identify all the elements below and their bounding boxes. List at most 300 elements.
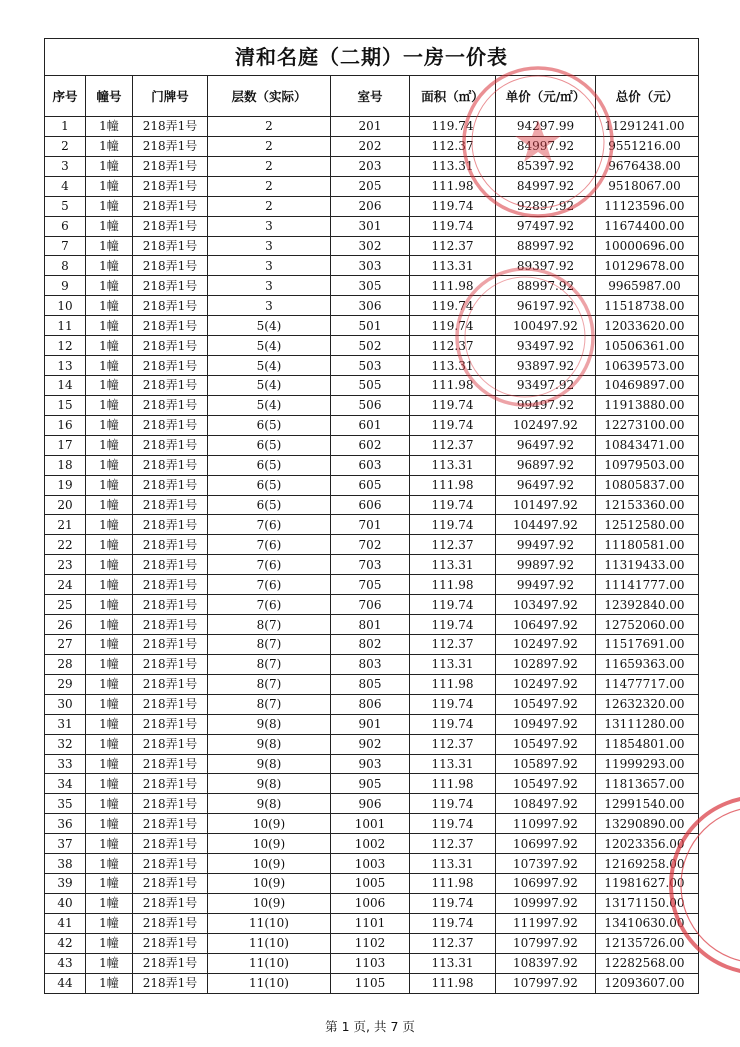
cell-unit-price: 105497.92: [496, 774, 596, 794]
cell-index: 17: [45, 435, 86, 455]
cell-area: 111.98: [410, 774, 496, 794]
cell-index: 43: [45, 953, 86, 973]
cell-area: 119.74: [410, 794, 496, 814]
cell-total-price: 10805837.00: [596, 475, 699, 495]
cell-room: 603: [331, 455, 410, 475]
cell-unit-price: 85397.92: [496, 156, 596, 176]
cell-room: 506: [331, 395, 410, 415]
cell-index: 3: [45, 156, 86, 176]
cell-total-price: 10000696.00: [596, 236, 699, 256]
cell-door-number: 218弄1号: [133, 575, 208, 595]
cell-room: 503: [331, 356, 410, 376]
cell-unit-price: 84997.92: [496, 176, 596, 196]
table-row: [45, 794, 699, 814]
cell-total-price: 11854801.00: [596, 734, 699, 754]
cell-door-number: 218弄1号: [133, 156, 208, 176]
cell-index: 18: [45, 455, 86, 475]
cell-room: 901: [331, 714, 410, 734]
cell-building: 1幢: [86, 276, 133, 296]
cell-door-number: 218弄1号: [133, 893, 208, 913]
cell-total-price: 12093607.00: [596, 973, 699, 993]
cell-index: 8: [45, 256, 86, 276]
cell-total-price: 9551216.00: [596, 136, 699, 156]
cell-area: 119.74: [410, 216, 496, 236]
cell-unit-price: 102497.92: [496, 674, 596, 694]
cell-unit-price: 84997.92: [496, 136, 596, 156]
cell-unit-price: 106997.92: [496, 834, 596, 854]
cell-total-price: 11674400.00: [596, 216, 699, 236]
cell-unit-price: 97497.92: [496, 216, 596, 236]
cell-building: 1幢: [86, 575, 133, 595]
cell-index: 13: [45, 356, 86, 376]
cell-building: 1幢: [86, 654, 133, 674]
table-row: [45, 694, 699, 714]
cell-unit-price: 102497.92: [496, 634, 596, 654]
cell-floor: 6(5): [208, 495, 331, 515]
table-row: [45, 575, 699, 595]
cell-building: 1幢: [86, 356, 133, 376]
cell-unit-price: 96497.92: [496, 435, 596, 455]
table-row: [45, 356, 699, 376]
table-row: [45, 854, 699, 874]
table-row: [45, 316, 699, 336]
col-header-door-number: 门牌号: [133, 76, 208, 117]
cell-area: 119.74: [410, 615, 496, 635]
cell-total-price: 11477717.00: [596, 674, 699, 694]
table-body: [45, 117, 699, 994]
table-row: [45, 256, 699, 276]
table-row: [45, 495, 699, 515]
cell-room: 1006: [331, 893, 410, 913]
cell-index: 25: [45, 595, 86, 615]
cell-room: 305: [331, 276, 410, 296]
table-row: [45, 834, 699, 854]
cell-door-number: 218弄1号: [133, 774, 208, 794]
cell-unit-price: 102497.92: [496, 415, 596, 435]
cell-floor: 7(6): [208, 555, 331, 575]
cell-index: 15: [45, 395, 86, 415]
cell-building: 1幢: [86, 814, 133, 834]
cell-room: 1001: [331, 814, 410, 834]
cell-building: 1幢: [86, 774, 133, 794]
cell-unit-price: 107997.92: [496, 933, 596, 953]
cell-unit-price: 109497.92: [496, 714, 596, 734]
cell-area: 112.37: [410, 136, 496, 156]
cell-area: 119.74: [410, 595, 496, 615]
table-row: [45, 117, 699, 137]
table-row: [45, 535, 699, 555]
cell-building: 1幢: [86, 117, 133, 137]
cell-building: 1幢: [86, 854, 133, 874]
cell-unit-price: 108497.92: [496, 794, 596, 814]
cell-floor: 2: [208, 176, 331, 196]
cell-room: 701: [331, 515, 410, 535]
cell-floor: 11(10): [208, 973, 331, 993]
cell-total-price: 11291241.00: [596, 117, 699, 137]
cell-total-price: 12023356.00: [596, 834, 699, 854]
cell-floor: 3: [208, 216, 331, 236]
cell-unit-price: 111997.92: [496, 913, 596, 933]
cell-unit-price: 101497.92: [496, 495, 596, 515]
cell-total-price: 11123596.00: [596, 196, 699, 216]
cell-building: 1幢: [86, 913, 133, 933]
cell-building: 1幢: [86, 794, 133, 814]
cell-index: 20: [45, 495, 86, 515]
cell-door-number: 218弄1号: [133, 455, 208, 475]
cell-door-number: 218弄1号: [133, 714, 208, 734]
cell-room: 805: [331, 674, 410, 694]
cell-floor: 10(9): [208, 854, 331, 874]
cell-building: 1幢: [86, 973, 133, 993]
cell-door-number: 218弄1号: [133, 356, 208, 376]
cell-floor: 8(7): [208, 634, 331, 654]
cell-total-price: 10129678.00: [596, 256, 699, 276]
cell-total-price: 11999293.00: [596, 754, 699, 774]
cell-total-price: 9965987.00: [596, 276, 699, 296]
table-row: [45, 475, 699, 495]
cell-door-number: 218弄1号: [133, 834, 208, 854]
cell-area: 111.98: [410, 973, 496, 993]
cell-area: 119.74: [410, 296, 496, 316]
cell-door-number: 218弄1号: [133, 435, 208, 455]
col-header-unit-price: 单价（元/㎡）: [496, 76, 596, 117]
cell-area: 112.37: [410, 535, 496, 555]
cell-door-number: 218弄1号: [133, 276, 208, 296]
cell-floor: 8(7): [208, 694, 331, 714]
table-row: [45, 176, 699, 196]
cell-index: 21: [45, 515, 86, 535]
cell-index: 9: [45, 276, 86, 296]
cell-unit-price: 94297.99: [496, 117, 596, 137]
cell-unit-price: 102897.92: [496, 654, 596, 674]
cell-index: 33: [45, 754, 86, 774]
cell-area: 119.74: [410, 316, 496, 336]
cell-area: 119.74: [410, 117, 496, 137]
table-row: [45, 196, 699, 216]
cell-unit-price: 105497.92: [496, 694, 596, 714]
table-row: [45, 236, 699, 256]
cell-index: 22: [45, 535, 86, 555]
cell-door-number: 218弄1号: [133, 196, 208, 216]
cell-area: 112.37: [410, 435, 496, 455]
cell-total-price: 12392840.00: [596, 595, 699, 615]
table-row: [45, 893, 699, 913]
cell-floor: 2: [208, 156, 331, 176]
table-row: [45, 654, 699, 674]
cell-area: 112.37: [410, 236, 496, 256]
cell-index: 42: [45, 933, 86, 953]
cell-total-price: 12153360.00: [596, 495, 699, 515]
cell-total-price: 9518067.00: [596, 176, 699, 196]
cell-index: 44: [45, 973, 86, 993]
cell-floor: 5(4): [208, 336, 331, 356]
cell-room: 702: [331, 535, 410, 555]
cell-room: 906: [331, 794, 410, 814]
cell-room: 201: [331, 117, 410, 137]
cell-total-price: 12752060.00: [596, 615, 699, 635]
cell-building: 1幢: [86, 475, 133, 495]
cell-building: 1幢: [86, 156, 133, 176]
cell-index: 16: [45, 415, 86, 435]
col-header-total-price: 总价（元）: [596, 76, 699, 117]
cell-door-number: 218弄1号: [133, 634, 208, 654]
cell-door-number: 218弄1号: [133, 814, 208, 834]
cell-building: 1幢: [86, 953, 133, 973]
cell-floor: 8(7): [208, 674, 331, 694]
cell-door-number: 218弄1号: [133, 256, 208, 276]
cell-floor: 9(8): [208, 794, 331, 814]
cell-area: 119.74: [410, 495, 496, 515]
table-row: [45, 156, 699, 176]
table-row: [45, 555, 699, 575]
cell-door-number: 218弄1号: [133, 674, 208, 694]
cell-floor: 3: [208, 236, 331, 256]
cell-index: 1: [45, 117, 86, 137]
cell-index: 5: [45, 196, 86, 216]
table-row: [45, 774, 699, 794]
cell-door-number: 218弄1号: [133, 216, 208, 236]
cell-unit-price: 105897.92: [496, 754, 596, 774]
cell-total-price: 11981627.00: [596, 874, 699, 894]
cell-area: 112.37: [410, 634, 496, 654]
cell-floor: 9(8): [208, 734, 331, 754]
cell-area: 119.74: [410, 913, 496, 933]
cell-unit-price: 108397.92: [496, 953, 596, 973]
table-row: [45, 674, 699, 694]
cell-index: 23: [45, 555, 86, 575]
table-row: [45, 336, 699, 356]
cell-building: 1幢: [86, 256, 133, 276]
cell-room: 505: [331, 375, 410, 395]
cell-floor: 2: [208, 136, 331, 156]
cell-door-number: 218弄1号: [133, 874, 208, 894]
cell-total-price: 12135726.00: [596, 933, 699, 953]
cell-building: 1幢: [86, 535, 133, 555]
cell-floor: 9(8): [208, 774, 331, 794]
cell-floor: 5(4): [208, 356, 331, 376]
cell-area: 119.74: [410, 395, 496, 415]
cell-total-price: 10639573.00: [596, 356, 699, 376]
cell-floor: 6(5): [208, 415, 331, 435]
cell-door-number: 218弄1号: [133, 654, 208, 674]
cell-floor: 10(9): [208, 893, 331, 913]
cell-area: 111.98: [410, 874, 496, 894]
cell-area: 113.31: [410, 356, 496, 376]
cell-area: 119.74: [410, 415, 496, 435]
cell-unit-price: 106997.92: [496, 874, 596, 894]
cell-total-price: 12632320.00: [596, 694, 699, 714]
table-row: [45, 634, 699, 654]
cell-total-price: 10469897.00: [596, 375, 699, 395]
cell-door-number: 218弄1号: [133, 794, 208, 814]
cell-area: 111.98: [410, 674, 496, 694]
col-header-area: 面积（㎡）: [410, 76, 496, 117]
cell-floor: 11(10): [208, 913, 331, 933]
cell-total-price: 13410630.00: [596, 913, 699, 933]
cell-unit-price: 88997.92: [496, 276, 596, 296]
cell-index: 6: [45, 216, 86, 236]
cell-unit-price: 103497.92: [496, 595, 596, 615]
cell-door-number: 218弄1号: [133, 296, 208, 316]
cell-total-price: 10843471.00: [596, 435, 699, 455]
table-row: [45, 375, 699, 395]
table-row: [45, 415, 699, 435]
cell-building: 1幢: [86, 694, 133, 714]
cell-index: 10: [45, 296, 86, 316]
cell-building: 1幢: [86, 176, 133, 196]
cell-unit-price: 106497.92: [496, 615, 596, 635]
cell-room: 1103: [331, 953, 410, 973]
cell-index: 12: [45, 336, 86, 356]
cell-index: 36: [45, 814, 86, 834]
cell-floor: 11(10): [208, 933, 331, 953]
cell-building: 1幢: [86, 455, 133, 475]
cell-room: 806: [331, 694, 410, 714]
cell-unit-price: 109997.92: [496, 893, 596, 913]
cell-room: 602: [331, 435, 410, 455]
table-row: [45, 136, 699, 156]
cell-area: 113.31: [410, 455, 496, 475]
table-row: [45, 874, 699, 894]
cell-room: 303: [331, 256, 410, 276]
cell-room: 605: [331, 475, 410, 495]
cell-unit-price: 104497.92: [496, 515, 596, 535]
col-header-floor: 层数（实际）: [208, 76, 331, 117]
cell-floor: 3: [208, 256, 331, 276]
cell-unit-price: 99497.92: [496, 535, 596, 555]
cell-floor: 8(7): [208, 615, 331, 635]
table-row: [45, 754, 699, 774]
cell-building: 1幢: [86, 236, 133, 256]
cell-total-price: 11319433.00: [596, 555, 699, 575]
cell-building: 1幢: [86, 734, 133, 754]
cell-room: 803: [331, 654, 410, 674]
cell-index: 24: [45, 575, 86, 595]
cell-total-price: 9676438.00: [596, 156, 699, 176]
cell-room: 1002: [331, 834, 410, 854]
cell-floor: 5(4): [208, 316, 331, 336]
cell-area: 119.74: [410, 814, 496, 834]
cell-total-price: 13290890.00: [596, 814, 699, 834]
cell-door-number: 218弄1号: [133, 336, 208, 356]
cell-index: 14: [45, 375, 86, 395]
cell-area: 113.31: [410, 256, 496, 276]
cell-door-number: 218弄1号: [133, 495, 208, 515]
cell-door-number: 218弄1号: [133, 973, 208, 993]
cell-building: 1幢: [86, 595, 133, 615]
cell-index: 11: [45, 316, 86, 336]
cell-index: 32: [45, 734, 86, 754]
cell-room: 301: [331, 216, 410, 236]
cell-room: 706: [331, 595, 410, 615]
cell-building: 1幢: [86, 336, 133, 356]
price-list-sheet: [44, 38, 698, 994]
price-table: [44, 38, 699, 994]
cell-total-price: 12169258.00: [596, 854, 699, 874]
cell-area: 113.31: [410, 754, 496, 774]
table-row: [45, 714, 699, 734]
cell-room: 1102: [331, 933, 410, 953]
cell-unit-price: 92897.92: [496, 196, 596, 216]
table-row: [45, 276, 699, 296]
cell-area: 119.74: [410, 694, 496, 714]
cell-door-number: 218弄1号: [133, 933, 208, 953]
cell-building: 1幢: [86, 435, 133, 455]
cell-total-price: 11813657.00: [596, 774, 699, 794]
cell-floor: 11(10): [208, 953, 331, 973]
cell-area: 119.74: [410, 196, 496, 216]
cell-door-number: 218弄1号: [133, 375, 208, 395]
cell-unit-price: 107397.92: [496, 854, 596, 874]
cell-building: 1幢: [86, 395, 133, 415]
cell-index: 2: [45, 136, 86, 156]
table-row: [45, 395, 699, 415]
cell-unit-price: 96497.92: [496, 475, 596, 495]
cell-room: 703: [331, 555, 410, 575]
cell-door-number: 218弄1号: [133, 316, 208, 336]
cell-unit-price: 99497.92: [496, 395, 596, 415]
cell-building: 1幢: [86, 495, 133, 515]
cell-total-price: 11913880.00: [596, 395, 699, 415]
cell-room: 1003: [331, 854, 410, 874]
cell-building: 1幢: [86, 415, 133, 435]
cell-index: 39: [45, 874, 86, 894]
table-row: [45, 435, 699, 455]
cell-total-price: 10979503.00: [596, 455, 699, 475]
cell-room: 1101: [331, 913, 410, 933]
cell-door-number: 218弄1号: [133, 515, 208, 535]
cell-area: 113.31: [410, 156, 496, 176]
cell-area: 112.37: [410, 734, 496, 754]
cell-index: 40: [45, 893, 86, 913]
cell-unit-price: 107997.92: [496, 973, 596, 993]
cell-floor: 2: [208, 117, 331, 137]
cell-room: 801: [331, 615, 410, 635]
cell-index: 7: [45, 236, 86, 256]
cell-area: 119.74: [410, 893, 496, 913]
table-row: [45, 814, 699, 834]
cell-room: 802: [331, 634, 410, 654]
cell-door-number: 218弄1号: [133, 136, 208, 156]
cell-room: 601: [331, 415, 410, 435]
cell-door-number: 218弄1号: [133, 535, 208, 555]
cell-floor: 6(5): [208, 475, 331, 495]
cell-total-price: 11517691.00: [596, 634, 699, 654]
table-row: [45, 953, 699, 973]
cell-building: 1幢: [86, 615, 133, 635]
cell-index: 35: [45, 794, 86, 814]
cell-total-price: 13171150.00: [596, 893, 699, 913]
cell-area: 111.98: [410, 575, 496, 595]
cell-unit-price: 93497.92: [496, 375, 596, 395]
cell-door-number: 218弄1号: [133, 615, 208, 635]
col-header-room: 室号: [331, 76, 410, 117]
cell-total-price: 12033620.00: [596, 316, 699, 336]
cell-index: 41: [45, 913, 86, 933]
cell-floor: 10(9): [208, 834, 331, 854]
cell-unit-price: 100497.92: [496, 316, 596, 336]
cell-total-price: 11518738.00: [596, 296, 699, 316]
table-row: [45, 515, 699, 535]
cell-area: 113.31: [410, 654, 496, 674]
cell-floor: 3: [208, 276, 331, 296]
cell-room: 902: [331, 734, 410, 754]
cell-index: 26: [45, 615, 86, 635]
table-row: [45, 595, 699, 615]
cell-total-price: 11659363.00: [596, 654, 699, 674]
cell-unit-price: 105497.92: [496, 734, 596, 754]
cell-room: 205: [331, 176, 410, 196]
